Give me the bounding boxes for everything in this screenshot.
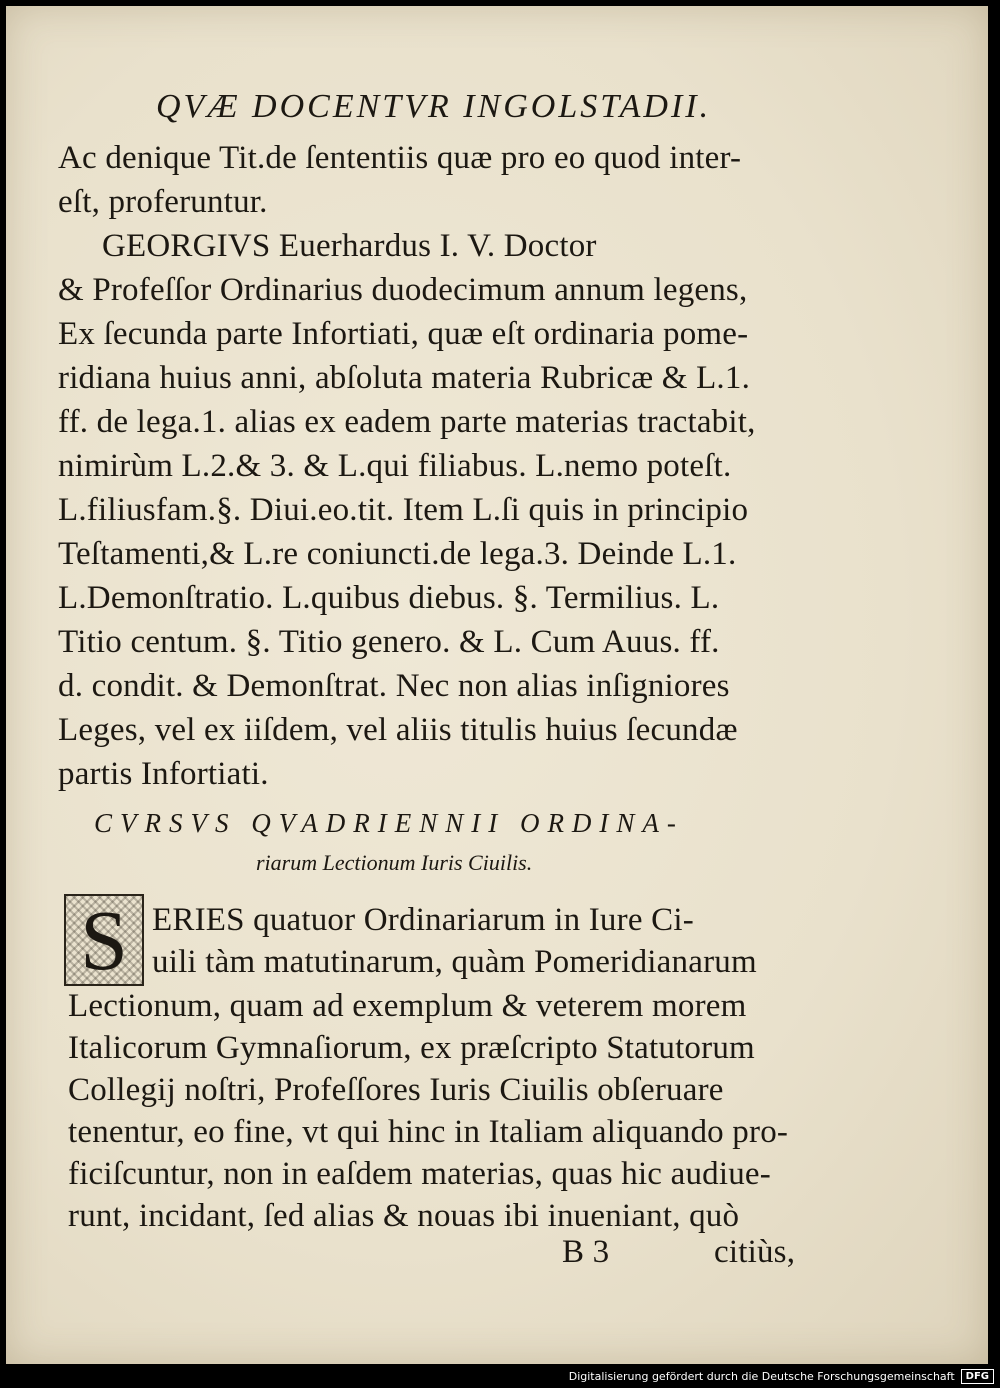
book-page xyxy=(6,6,988,1364)
text-line: ERIES quatuor Ordinariarum in Iure Ci- xyxy=(152,902,694,938)
text-line: Ex ſecunda parte Infortiati, quæ eſt ordinaria pome- xyxy=(58,316,749,352)
text-line: & Profeſſor Ordinarius duodecimum annum legens, xyxy=(58,272,748,308)
text-line: Ac denique Tit.de ſententiis quæ pro eo quod inter- xyxy=(58,140,742,176)
dfg-logo: DFG xyxy=(961,1369,994,1384)
text-line: Lectionum, quam ad exemplum & veterem morem xyxy=(68,988,747,1024)
ornamental-initial xyxy=(64,894,144,986)
footer-text: Digitalisierung gefördert durch die Deutsche Forschungsgemeinschaft xyxy=(568,1369,955,1383)
footer-credit xyxy=(569,1364,1000,1388)
section-subtitle: riarum Lectionum Iuris Ciuilis. xyxy=(256,850,533,875)
text-line: d. condit. & Demonſtrat. Nec non alias inſigniores xyxy=(58,668,730,704)
text-line: Teſtamenti,& L.re coniuncti.de lega.3. Deinde L.1. xyxy=(58,536,737,572)
text-line: partis Infortiati. xyxy=(58,756,269,792)
text-line: Titio centum. §. Titio genero. & L. Cum Auus. ff. xyxy=(58,624,720,660)
text-line: tenentur, eo fine, vt qui hinc in Italiam aliquando pro- xyxy=(68,1114,789,1150)
signature-mark: B 3 xyxy=(562,1234,610,1270)
text-line: Leges, vel ex iiſdem, vel aliis titulis huius ſecundæ xyxy=(58,712,738,748)
text-line: Collegij noſtri, Profeſſores Iuris Ciuilis obſeruare xyxy=(68,1072,724,1108)
text-line: GEORGIVS Euerhardus I. V. Doctor xyxy=(102,228,597,264)
text-line: ff. de lega.1. alias ex eadem parte materias tractabit, xyxy=(58,404,756,440)
text-line: L.filiusfam.§. Diui.eo.tit. Item L.ſi quis in principio xyxy=(58,492,749,528)
section-title: CVRSVS QVADRIENNII ORDINA- xyxy=(94,808,684,838)
catchword: citiùs, xyxy=(714,1234,796,1270)
text-line: runt, incidant, ſed alias & nouas ibi inueniant, quò xyxy=(68,1198,740,1234)
text-line: nimirùm L.2.& 3. & L.qui filiabus. L.nemo poteſt. xyxy=(58,448,732,484)
running-head: QVÆ DOCENTVR INGOLSTADII. xyxy=(156,88,712,125)
drop-cap-letter: S xyxy=(80,892,128,988)
text-line: uili tàm matutinarum, quàm Pomeridianarum xyxy=(152,944,757,980)
text-line: Italicorum Gymnaſiorum, ex præſcripto Statutorum xyxy=(68,1030,755,1066)
text-line: L.Demonſtratio. L.quibus diebus. §. Termilius. L. xyxy=(58,580,720,616)
text-line: ficiſcuntur, non in eaſdem materias, quas hic audiue- xyxy=(68,1156,771,1192)
text-line: eſt, proferuntur. xyxy=(58,184,268,220)
text-line: ridiana huius anni, abſoluta materia Rubricæ & L.1. xyxy=(58,360,751,396)
